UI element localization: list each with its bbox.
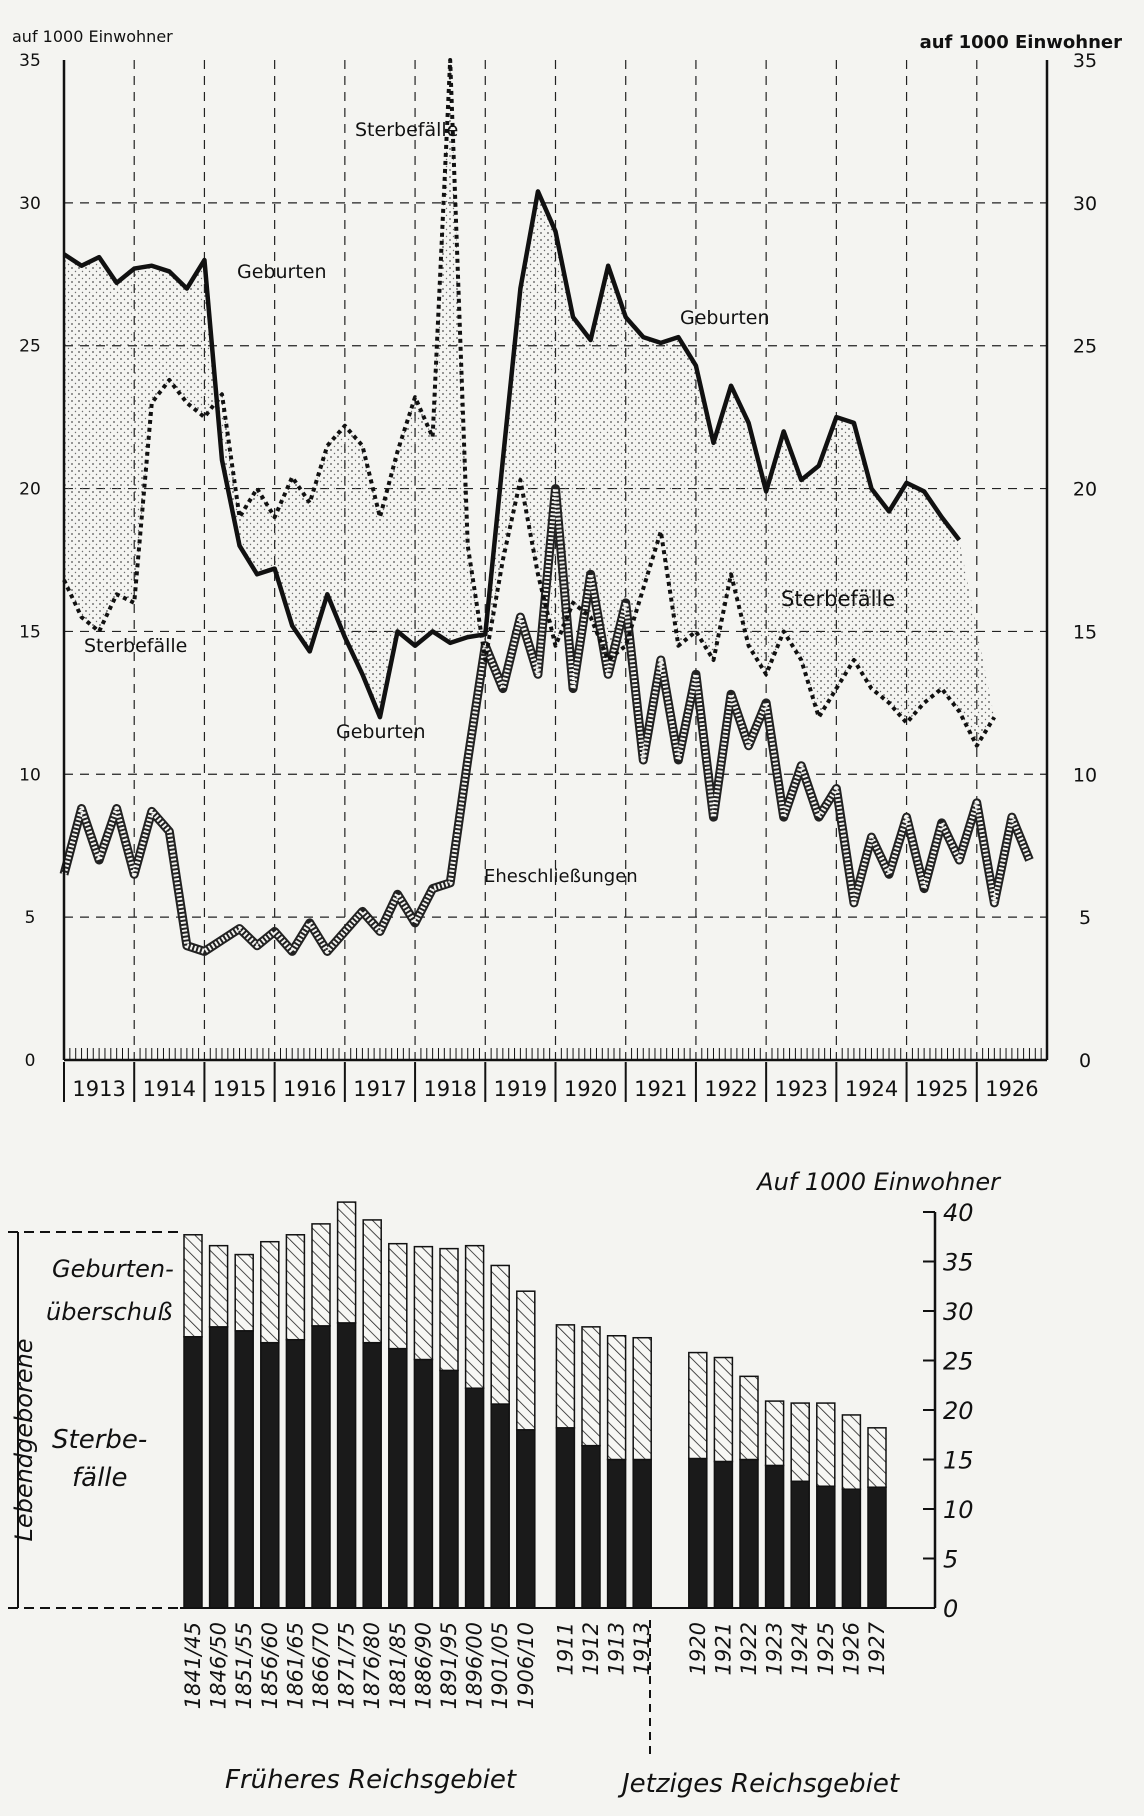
bar-sterbefaelle <box>608 1460 626 1609</box>
category-label: 1881/85 <box>385 1622 410 1710</box>
year-label: 1919 <box>493 1077 548 1101</box>
bar-geburtenueberschuss <box>791 1403 809 1481</box>
bar-geburtenueberschuss <box>184 1235 202 1337</box>
year-label: 1923 <box>774 1077 828 1101</box>
category-label: 1866/70 <box>309 1622 333 1710</box>
bar-geburtenueberschuss <box>740 1376 758 1459</box>
year-label: 1924 <box>844 1077 899 1101</box>
bar-axis-tick-label: 35 <box>943 1248 974 1277</box>
category-label: 1924 <box>788 1622 813 1676</box>
bar-geburtenueberschuss <box>286 1235 304 1340</box>
bar-sterbefaelle <box>210 1327 228 1608</box>
left-tick-label: 25 <box>19 336 41 357</box>
bar-geburtenueberschuss <box>363 1220 381 1343</box>
bar-sterbefaelle <box>491 1404 509 1608</box>
category-label: 1923 <box>762 1622 787 1676</box>
bar-sterbefaelle <box>389 1349 407 1608</box>
right-tick-label: 15 <box>1072 621 1098 644</box>
bar-geburtenueberschuss <box>338 1202 356 1323</box>
annotation-geburten-top: Geburten <box>237 261 327 283</box>
bar-sterbefaelle <box>235 1331 253 1608</box>
year-label: 1914 <box>142 1077 197 1101</box>
bar-geburtenueberschuss <box>235 1255 253 1331</box>
category-label: 1913 <box>630 1622 655 1676</box>
right-tick-label: 30 <box>1072 192 1098 215</box>
left-tick-label: 5 <box>24 908 36 929</box>
year-label: 1915 <box>212 1077 267 1101</box>
right-tick-label: 10 <box>1072 764 1098 787</box>
category-label: 1906/10 <box>513 1622 538 1710</box>
bar-sterbefaelle <box>740 1460 758 1609</box>
bar-geburtenueberschuss <box>491 1265 509 1404</box>
category-label: 1921 <box>711 1622 736 1676</box>
category-label: 1922 <box>737 1622 761 1676</box>
bar-sterbefaelle <box>766 1465 784 1608</box>
bar-axis-tick-label: 10 <box>943 1496 974 1524</box>
bar-sterbefaelle <box>817 1486 835 1608</box>
bar-axis-tick-label: 20 <box>943 1397 974 1425</box>
year-label: 1926 <box>985 1077 1039 1101</box>
surplus-label-line2: überschuß <box>46 1298 173 1326</box>
bar-geburtenueberschuss <box>714 1358 732 1462</box>
year-label: 1920 <box>563 1077 618 1101</box>
bar-geburtenueberschuss <box>608 1336 626 1460</box>
bar-sterbefaelle <box>414 1360 432 1608</box>
bar-sterbefaelle <box>312 1326 330 1608</box>
left-tick-label: 0 <box>24 1051 36 1071</box>
category-label: 1911 <box>553 1622 578 1676</box>
bar-geburtenueberschuss <box>261 1242 279 1343</box>
bar-sterbefaelle <box>868 1487 886 1608</box>
left-tick-label: 10 <box>19 765 41 786</box>
bar-sterbefaelle <box>466 1388 484 1608</box>
bar-chart-bars <box>184 1202 886 1608</box>
group-label-frueheres: Früheres Reichsgebiet <box>225 1765 517 1795</box>
category-label: 1920 <box>685 1622 710 1676</box>
bar-sterbefaelle <box>556 1428 574 1608</box>
left-axis-unit-label: auf 1000 Einwohner <box>12 27 173 46</box>
bar-geburtenueberschuss <box>689 1353 707 1459</box>
bar-geburtenueberschuss <box>556 1325 574 1428</box>
right-axis-unit-label: auf 1000 Einwohner <box>919 32 1122 53</box>
year-label: 1916 <box>283 1077 337 1101</box>
category-label: 1926 <box>839 1622 864 1676</box>
bar-sterbefaelle <box>689 1459 707 1608</box>
bar-geburtenueberschuss <box>440 1249 458 1371</box>
bar-geburtenueberschuss <box>389 1244 407 1349</box>
annotation-sterbefaelle-left: Sterbefälle <box>84 635 188 657</box>
right-tick-label: 5 <box>1078 907 1092 930</box>
year-label: 1913 <box>72 1077 126 1101</box>
bar-axis-unit-label: Auf 1000 Einwohner <box>757 1168 1000 1196</box>
bar-sterbefaelle <box>286 1340 304 1608</box>
bar-sterbefaelle <box>714 1461 732 1608</box>
bar-geburtenueberschuss <box>817 1403 835 1486</box>
category-label: 1891/95 <box>437 1622 461 1710</box>
bar-axis-tick-label: 25 <box>943 1347 974 1376</box>
left-tick-label: 20 <box>19 479 41 500</box>
bar-axis-tick-label: 40 <box>943 1199 974 1227</box>
bar-geburtenueberschuss <box>517 1291 535 1430</box>
year-label: 1922 <box>704 1077 758 1101</box>
category-label: 1913 <box>604 1622 629 1676</box>
category-label: 1861/65 <box>283 1622 308 1710</box>
bar-sterbefaelle <box>440 1370 458 1608</box>
bar-sterbefaelle <box>184 1337 202 1608</box>
group-label-jetziges: Jetziges Reichsgebiet <box>622 1769 900 1799</box>
deaths-label-line2: fälle <box>72 1463 128 1493</box>
category-label: 1901/05 <box>488 1622 513 1710</box>
annotation-geburten-right: Geburten <box>680 307 770 329</box>
year-label: 1925 <box>914 1077 969 1101</box>
bar-axis-tick-label: 5 <box>943 1545 959 1574</box>
year-label: 1921 <box>634 1077 688 1101</box>
bar-sterbefaelle <box>261 1343 279 1608</box>
surplus-label-line1: Geburten- <box>52 1255 174 1283</box>
right-tick-label: 25 <box>1072 335 1098 358</box>
right-tick-label: 35 <box>1072 50 1098 72</box>
bar-geburtenueberschuss <box>633 1338 651 1460</box>
bar-sterbefaelle <box>633 1460 651 1609</box>
left-tick-label: 35 <box>19 51 41 71</box>
right-tick-label: 20 <box>1072 478 1098 501</box>
category-label: 1876/80 <box>360 1622 385 1710</box>
bar-geburtenueberschuss <box>312 1224 330 1326</box>
category-label: 1846/50 <box>206 1622 231 1710</box>
births-vertical-label: Lebendgeborene <box>10 1338 38 1542</box>
right-tick-label: 0 <box>1078 1050 1092 1072</box>
annotation-sterbefaelle-right: Sterbefälle <box>781 587 896 611</box>
left-tick-label: 15 <box>19 622 41 643</box>
bar-geburtenueberschuss <box>766 1401 784 1465</box>
annotation-geburten-low: Geburten <box>336 721 426 743</box>
bar-geburtenueberschuss <box>466 1246 484 1389</box>
bar-sterbefaelle <box>363 1343 381 1608</box>
bar-chart-category-labels <box>181 1621 889 1709</box>
bar-axis-tick-label: 30 <box>943 1298 974 1326</box>
bar-sterbefaelle <box>582 1446 600 1608</box>
category-label: 1927 <box>865 1622 889 1676</box>
annotation-sterbefaelle-top: Sterbefälle <box>355 119 459 141</box>
category-label: 1912 <box>579 1622 603 1676</box>
deaths-label-line1: Sterbe- <box>52 1425 148 1455</box>
category-label: 1896/00 <box>462 1622 487 1710</box>
category-label: 1851/55 <box>232 1622 257 1710</box>
bar-geburtenueberschuss <box>210 1246 228 1327</box>
bar-geburtenueberschuss <box>582 1327 600 1446</box>
bar-geburtenueberschuss <box>842 1415 860 1489</box>
left-tick-label: 30 <box>19 193 41 214</box>
bar-sterbefaelle <box>842 1489 860 1608</box>
bar-sterbefaelle <box>791 1481 809 1608</box>
category-label: 1871/75 <box>334 1622 359 1710</box>
bar-sterbefaelle <box>517 1430 535 1608</box>
bar-geburtenueberschuss <box>868 1428 886 1487</box>
category-label: 1841/45 <box>181 1622 205 1710</box>
bar-axis-tick-label: 15 <box>943 1446 974 1475</box>
bar-geburtenueberschuss <box>414 1247 432 1360</box>
bar-axis-tick-label: 0 <box>943 1595 959 1623</box>
year-label: 1918 <box>423 1077 477 1101</box>
category-label: 1886/90 <box>411 1622 436 1710</box>
year-label: 1917 <box>353 1077 407 1101</box>
category-label: 1925 <box>813 1622 838 1676</box>
category-label: 1856/60 <box>257 1622 282 1710</box>
bar-sterbefaelle <box>338 1323 356 1608</box>
annotation-eheschliessungen: Eheschließungen <box>484 866 638 887</box>
